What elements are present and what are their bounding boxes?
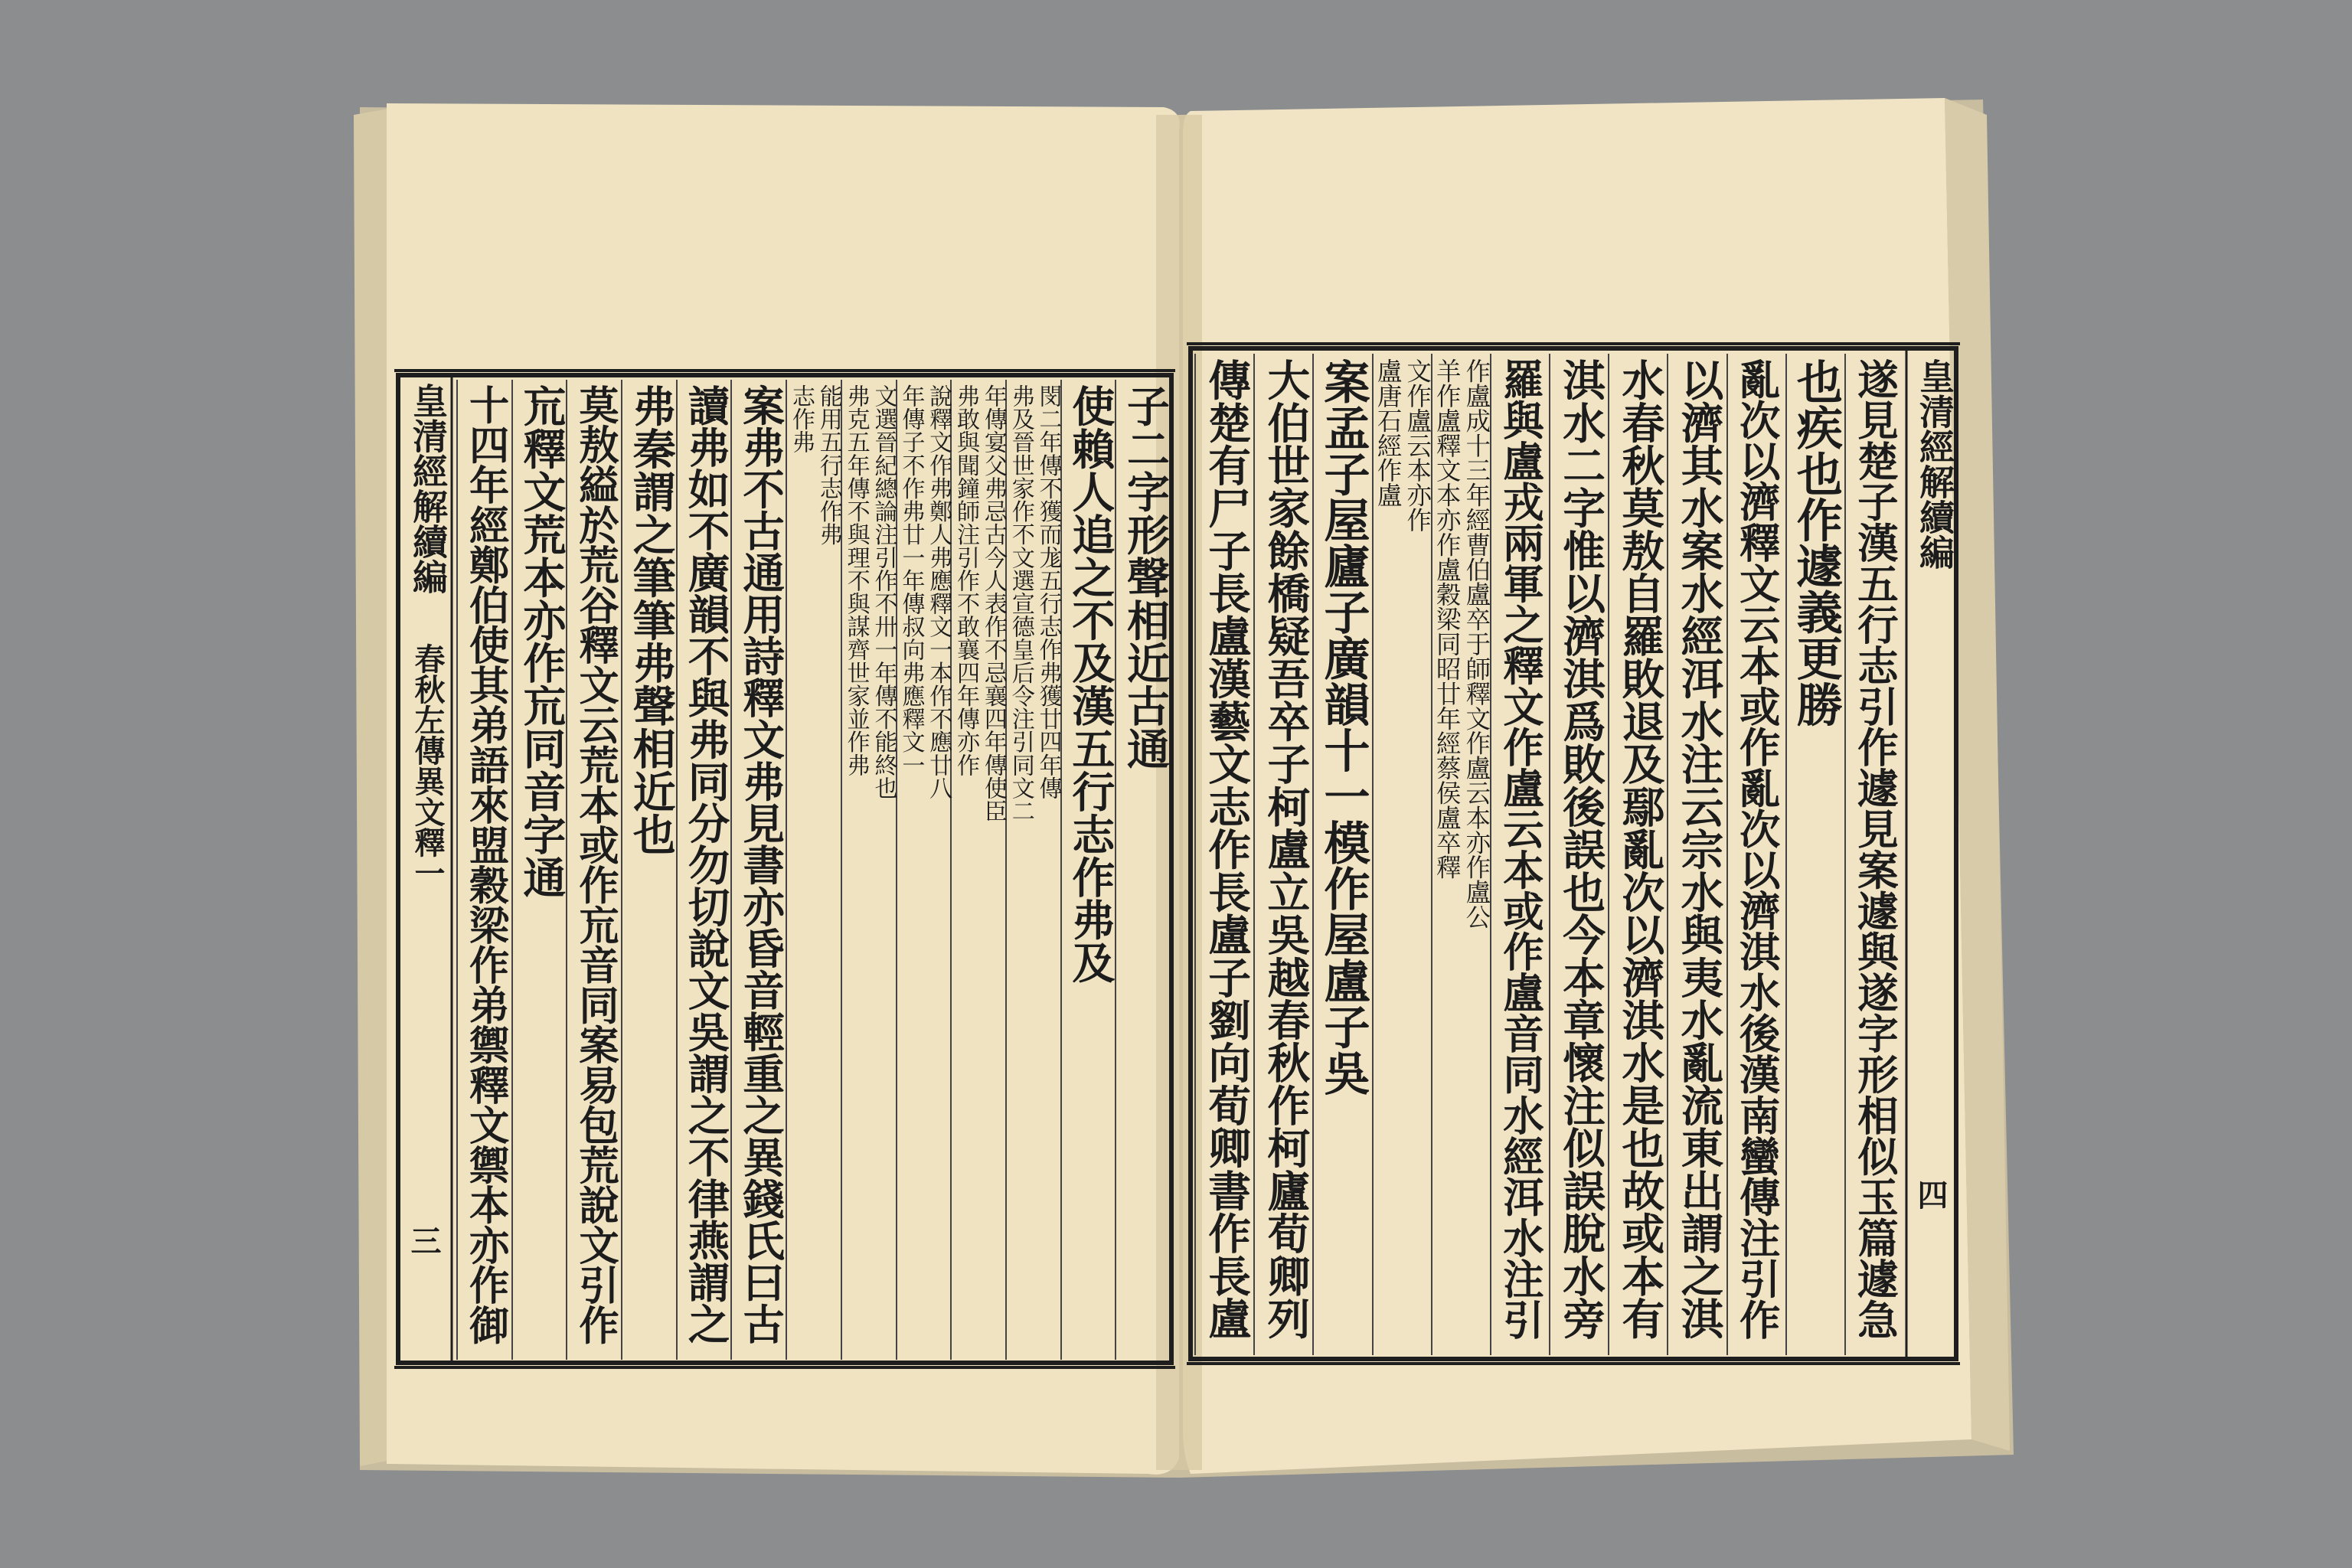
annotation-text-left: 羊作盧釋文本亦作盧穀梁同昭廿年經蔡侯盧卒釋 xyxy=(1432,358,1462,880)
text-column xyxy=(896,380,952,1360)
column-text: 以濟其水案水經洱水注云宗水與夷水亂流東出謂之淇 xyxy=(1673,358,1723,1340)
annotation-text-left: 弗敢與聞鐘師注引作不敢襄四年傳亦作 xyxy=(952,384,980,776)
text-column xyxy=(1785,354,1846,1355)
text-column xyxy=(1253,354,1314,1355)
annotation-text-right: 文作盧云本亦作 xyxy=(1403,358,1432,532)
left-margin-title: 皇清經解續編 xyxy=(407,383,449,594)
text-column xyxy=(1312,354,1373,1355)
text-column xyxy=(950,380,1007,1360)
text-column xyxy=(786,380,842,1360)
column-text: 羅與盧戎兩軍之釋文作盧云本或作盧音同水經洱水注引 xyxy=(1496,358,1545,1340)
column-text: 淇水二字惟以濟淇爲敗後誤也今本章懷注似誤脫水旁 xyxy=(1555,358,1606,1340)
annotation-text-left: 弗及晉世家作不文選宣德皇后令注引同文二 xyxy=(1007,384,1034,823)
annotation-text-left: 盧唐石經作盧 xyxy=(1374,358,1403,508)
text-column xyxy=(676,380,733,1360)
column-text: 案孟子屋廬子廣韻十一模作屋盧子吳 xyxy=(1316,358,1371,1096)
column-text: 莫敖縊於荒谷釋文云荒本或作巟音同案易包荒說文引作 xyxy=(572,384,619,1345)
column-text: 弗秦謂之筆筆弗聲相近也 xyxy=(625,384,676,856)
left-margin-subtitle: 春秋左傳異文釋一 xyxy=(410,643,446,888)
column-text: 水春秋莫敖自羅敗退及鄢亂次以濟淇水是也故或本有 xyxy=(1614,358,1664,1340)
annotation-text-right: 能用五行志作弗 xyxy=(815,384,842,546)
text-column xyxy=(1060,380,1117,1360)
text-column xyxy=(730,380,787,1360)
text-column xyxy=(511,380,568,1360)
annotation-text-right: 作盧成十三年經曹伯盧卒于師釋文作盧云本亦作盧公 xyxy=(1462,358,1491,929)
text-column xyxy=(1726,354,1787,1355)
annotation-text-right: 文選晉紀總論注引作不卅一年傳不能終也 xyxy=(870,384,897,799)
text-column xyxy=(1115,380,1171,1360)
column-text: 使賴人追之不及漢五行志作弗及 xyxy=(1064,384,1116,984)
right-margin-title: 皇清經解續編 xyxy=(1914,358,1955,570)
text-column xyxy=(456,380,513,1360)
text-column xyxy=(1667,354,1727,1355)
column-text: 巟釋文荒本亦作巟同音字通 xyxy=(515,384,567,899)
column-text: 遂見楚子漢五行志引作遽見案遽與遂字形相似玉篇遽急 xyxy=(1851,358,1900,1340)
annotation-text-right: 年傳宴父弗忌古今人表作不忌襄四年傳使臣 xyxy=(979,384,1007,823)
column-text: 讀弗如不廣韻不與弗同分勿切說文吳謂之不律燕謂之 xyxy=(681,384,730,1345)
text-column xyxy=(1431,354,1491,1355)
column-text: 大伯世家餘橋疑吾卒子柯盧立吳越春秋作柯廬荀卿列 xyxy=(1259,358,1310,1340)
annotation-text-left: 年傳子不作弗廿一年傳叔向弗應釋文一 xyxy=(897,384,925,776)
right-margin-page-number: 四 xyxy=(1913,1179,1949,1210)
text-column xyxy=(1608,354,1668,1355)
text-column xyxy=(841,380,897,1360)
left-margin-page-number: 三 xyxy=(406,1225,442,1256)
column-text: 傳楚有尸子長盧漢藝文志作長盧子劉向荀卿書作長盧 xyxy=(1200,358,1251,1340)
text-column xyxy=(1372,354,1432,1355)
column-text: 十四年經鄭伯使其弟語來盟穀梁作弟禦釋文禦本亦作御 xyxy=(462,384,509,1345)
text-column xyxy=(566,380,622,1360)
annotation-text-left: 弗克五年傳不與理不與謀齊世家並作弗 xyxy=(842,384,870,776)
text-column xyxy=(621,380,678,1360)
text-column xyxy=(1194,354,1255,1355)
column-text: 也疾也作遽義更勝 xyxy=(1788,358,1844,727)
annotation-text-right: 說釋文作弗鄭人弗應釋文一本作不應廿八 xyxy=(925,384,952,799)
column-text: 子二字形聲相近古通 xyxy=(1119,384,1170,770)
annotation-text-left: 志作弗 xyxy=(787,384,815,454)
column-text: 案弗不古通用詩釋文弗見書亦昏音輕重之異錢氏曰古 xyxy=(736,384,786,1345)
text-column xyxy=(1490,354,1550,1355)
text-column xyxy=(1844,354,1905,1355)
text-column xyxy=(1005,380,1062,1360)
column-text: 亂次以濟釋文云本或作亂次以濟淇水後漢南蠻傳注引作 xyxy=(1733,358,1782,1340)
text-column xyxy=(1549,354,1609,1355)
annotation-text-right: 閔二年傳不獲而尨五行志作弗獲廿四年傳 xyxy=(1034,384,1062,799)
